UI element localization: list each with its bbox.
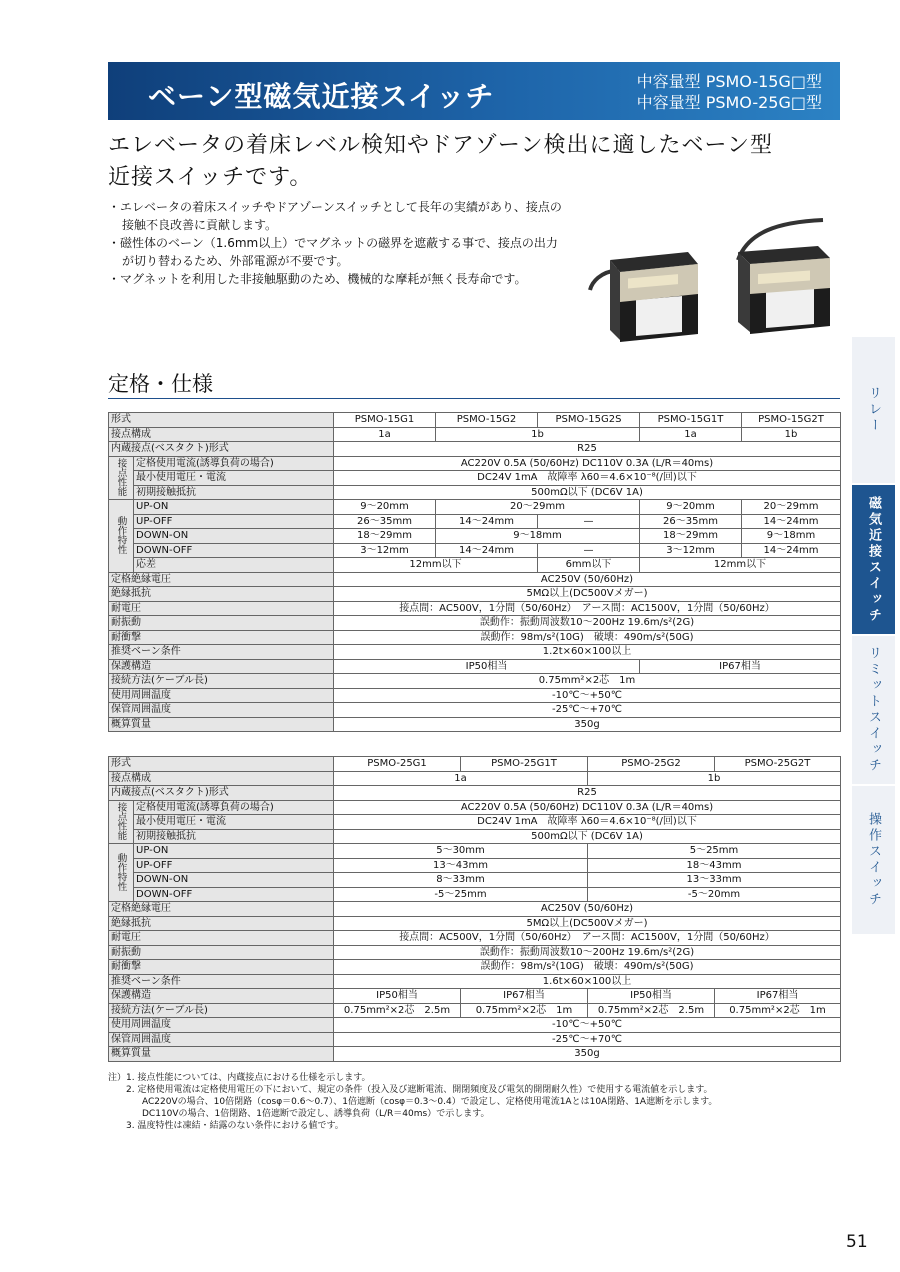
table-row [109, 659, 841, 674]
table-cell: 1b [436, 427, 640, 442]
model-cell: PSMO-25G2 [588, 757, 715, 772]
table-cell: 5～25mm [588, 844, 841, 859]
row-label: UP-OFF [134, 514, 334, 529]
table-cell: 1b [742, 427, 841, 442]
table-row [109, 485, 841, 500]
table-cell: 13～33mm [588, 873, 841, 888]
row-label: 耐衝撃 [109, 630, 334, 645]
title-banner [108, 62, 840, 120]
table-cell: IP67相当 [461, 989, 588, 1004]
table-cell: -10℃～+50℃ [334, 1018, 841, 1033]
feature-list [108, 198, 568, 288]
row-label: UP-ON [134, 500, 334, 515]
table-row [109, 500, 841, 515]
group-label-text: 動作特性 [115, 852, 127, 891]
row-label: 定格絶縁電圧 [109, 572, 334, 587]
headline [108, 130, 773, 194]
group-label [109, 500, 134, 573]
table-row [109, 989, 841, 1004]
table-cell: 500mΩ以下 (DC6V 1A) [334, 485, 841, 500]
table-row [109, 815, 841, 830]
row-label: 接続方法(ケーブル長) [109, 1003, 334, 1018]
tab-limit-switch[interactable] [852, 636, 895, 786]
row-label: 使用周囲温度 [109, 688, 334, 703]
row-label: 耐電圧 [109, 931, 334, 946]
table-cell: 1a [334, 427, 436, 442]
table-cell: -25℃～+70℃ [334, 1032, 841, 1047]
row-label: 内蔵接点(ベスタクト)形式 [109, 442, 334, 457]
table-row [109, 529, 841, 544]
row-label: 保護構造 [109, 989, 334, 1004]
table-cell: R25 [334, 442, 841, 457]
table-row [109, 800, 841, 815]
table-row [109, 645, 841, 660]
footnote: 2. 定格使用電流は定格使用電圧の下において、規定の条件（投入及び遮断電流、開閉頻度及び電気的開閉耐久性）で使用する電流値を示します。 [126, 1085, 713, 1095]
row-label: DOWN-OFF [134, 543, 334, 558]
table-cell: 12mm以下 [334, 558, 538, 573]
table-cell: 8～33mm [334, 873, 588, 888]
feature-item: ・ 磁性体のベーン（1.6mm以上）でマグネットの磁界を遮蔽する事で、接点の出力が切り替わるため、外部電源が不要です。 [108, 234, 568, 270]
table-row [109, 1018, 841, 1033]
table-cell: AC220V 0.5A (50/60Hz) DC110V 0.3A (L/R＝40ms) [334, 456, 841, 471]
table-cell: 1.6t×60×100以上 [334, 974, 841, 989]
table-cell: 18～29mm [640, 529, 742, 544]
row-label: UP-ON [134, 844, 334, 859]
table-cell: 14～24mm [742, 514, 841, 529]
group-label [109, 844, 134, 902]
table-cell: 12mm以下 [640, 558, 841, 573]
table-cell: AC250V (50/60Hz) [334, 902, 841, 917]
table-cell: 20～29mm [436, 500, 640, 515]
table-cell: DC24V 1mA 故障率 λ60＝4.6×10⁻⁸(/回)以下 [334, 471, 841, 486]
table-cell: 14～24mm [436, 543, 538, 558]
table-cell: 5～30mm [334, 844, 588, 859]
table-cell: — [538, 514, 640, 529]
table-cell: 誤動作：98m/s²(10G) 破壊：490m/s²(50G) [334, 960, 841, 975]
headline-line: 近接スイッチです。 [108, 165, 313, 190]
table-row [109, 858, 841, 873]
table-row [109, 960, 841, 975]
table-cell: -10℃～+50℃ [334, 688, 841, 703]
table-cell: IP67相当 [715, 989, 841, 1004]
table-cell: 3～12mm [640, 543, 742, 558]
table-row [109, 887, 841, 902]
table-row [109, 931, 841, 946]
model-line: 中容量型 PSMO-25G□型 [636, 93, 822, 112]
table-cell: 18～43mm [588, 858, 841, 873]
side-index-tabs [852, 337, 895, 936]
table-cell: 350g [334, 1047, 841, 1062]
table-row [109, 703, 841, 718]
table-row [109, 601, 841, 616]
table-row [109, 974, 841, 989]
table-row [109, 543, 841, 558]
model-cell: PSMO-25G2T [715, 757, 841, 772]
table-row [109, 427, 841, 442]
row-label: 接点構成 [109, 771, 334, 786]
table-cell: 0.75mm²×2芯 2.5m [588, 1003, 715, 1018]
table-row [109, 587, 841, 602]
table-cell: 3～12mm [334, 543, 436, 558]
table-row [109, 873, 841, 888]
table-row [109, 757, 841, 772]
table-cell: 9～20mm [334, 500, 436, 515]
model-cell: PSMO-15G2S [538, 413, 640, 428]
row-label: 形式 [109, 413, 334, 428]
row-label: 内蔵接点(ベスタクト)形式 [109, 786, 334, 801]
row-label: 定格絶縁電圧 [109, 902, 334, 917]
table-cell: 1b [588, 771, 841, 786]
table-cell: IP67相当 [640, 659, 841, 674]
footnote: 注）1. 接点性能については、内蔵接点における仕様を示します。 [108, 1073, 371, 1083]
table-row [109, 916, 841, 931]
tab-operation-switch[interactable] [852, 786, 895, 936]
table-cell: 9～20mm [640, 500, 742, 515]
row-label: 形式 [109, 757, 334, 772]
tab-relay[interactable] [852, 337, 895, 485]
table-cell: -25℃～+70℃ [334, 703, 841, 718]
row-label: 定格使用電流(誘導負荷の場合) [134, 800, 334, 815]
tab-label: リレー [866, 386, 881, 434]
spec-table-15g [108, 412, 841, 732]
table-row [109, 413, 841, 428]
row-label: 概算質量 [109, 1047, 334, 1062]
table-cell: 誤動作：98m/s²(10G) 破壊：490m/s²(50G) [334, 630, 841, 645]
section-title: 定格・仕様 [108, 372, 213, 396]
table-cell: 0.75mm²×2芯 1m [715, 1003, 841, 1018]
table-row [109, 616, 841, 631]
group-label [109, 800, 134, 844]
tab-label: 操作スイッチ [866, 812, 881, 908]
row-label: DOWN-ON [134, 529, 334, 544]
table-cell: -5～25mm [334, 887, 588, 902]
spec-table-25g [108, 756, 841, 1062]
row-label: 耐電圧 [109, 601, 334, 616]
row-label: 耐振動 [109, 945, 334, 960]
table-cell: 1.2t×60×100以上 [334, 645, 841, 660]
table-cell: 18～29mm [334, 529, 436, 544]
model-cell: PSMO-25G1 [334, 757, 461, 772]
table-row [109, 902, 841, 917]
table-cell: AC220V 0.5A (50/60Hz) DC110V 0.3A (L/R＝40ms) [334, 800, 841, 815]
table-row [109, 945, 841, 960]
feature-item: ・ エレベータの着床スイッチやドアゾーンスイッチとして長年の実績があり、接点の接触不良改善に貢献します。 [108, 198, 568, 234]
row-label: 初期接触抵抗 [134, 829, 334, 844]
table-cell: 14～24mm [742, 543, 841, 558]
row-label: DOWN-OFF [134, 887, 334, 902]
table-cell: 5MΩ以上(DC500Vメガー) [334, 916, 841, 931]
table-cell: 9～18mm [742, 529, 841, 544]
row-label: 保護構造 [109, 659, 334, 674]
model-list [637, 71, 822, 113]
row-label: 概算質量 [109, 717, 334, 732]
page-title: ベーン型磁気近接スイッチ [148, 80, 495, 113]
table-row [109, 558, 841, 573]
table-row [109, 630, 841, 645]
table-row [109, 688, 841, 703]
table-cell: — [538, 543, 640, 558]
table-row [109, 572, 841, 587]
table-cell: 誤動作：振動周波数10～200Hz 19.6m/s²(2G) [334, 945, 841, 960]
table-cell: 0.75mm²×2芯 1m [461, 1003, 588, 1018]
group-label [109, 456, 134, 500]
table-cell: IP50相当 [588, 989, 715, 1004]
row-label: DOWN-ON [134, 873, 334, 888]
tab-label: リミットスイッチ [866, 646, 881, 774]
footnote: 3. 温度特性は凍結・結露のない条件における値です。 [126, 1121, 344, 1131]
table-row [109, 514, 841, 529]
group-label-text: 動作特性 [115, 515, 127, 554]
table-cell: 350g [334, 717, 841, 732]
row-label: 絶縁抵抗 [109, 916, 334, 931]
table-row [109, 1032, 841, 1047]
table-cell: 0.75mm²×2芯 1m [334, 674, 841, 689]
footnote: AC220Vの場合、10倍閉路（cosφ＝0.6～0.7）、1倍遮断（cosφ＝0.3～0.4）で設定し、定格使用電流1Aとは10A閉路、1A遮断を示します。 [142, 1097, 718, 1107]
group-label-text: 接点性能 [115, 801, 127, 840]
model-cell: PSMO-25G1T [461, 757, 588, 772]
table-cell: 20～29mm [742, 500, 841, 515]
table-cell: 5MΩ以上(DC500Vメガー) [334, 587, 841, 602]
table-row [109, 844, 841, 859]
row-label: 最小使用電圧・電流 [134, 471, 334, 486]
table-cell: DC24V 1mA 故障率 λ60＝4.6×10⁻⁸(/回)以下 [334, 815, 841, 830]
model-cell: PSMO-15G2 [436, 413, 538, 428]
tab-magnetic-proximity-switch[interactable] [852, 485, 895, 636]
row-label: UP-OFF [134, 858, 334, 873]
group-label-text: 接点性能 [115, 457, 127, 496]
model-line: 中容量型 PSMO-15G□型 [636, 72, 822, 91]
table-cell: 0.75mm²×2芯 2.5m [334, 1003, 461, 1018]
section-divider [108, 398, 840, 399]
table-cell: 誤動作：振動周波数10～200Hz 19.6m/s²(2G) [334, 616, 841, 631]
row-label: 保管周囲温度 [109, 703, 334, 718]
table-row [109, 456, 841, 471]
table-cell: R25 [334, 786, 841, 801]
table-cell: AC250V (50/60Hz) [334, 572, 841, 587]
table-cell: 接点間：AC500V，1分間（50/60Hz） アース間：AC1500V，1分間（50/60Hz） [334, 931, 841, 946]
row-label: 接続方法(ケーブル長) [109, 674, 334, 689]
table-cell: IP50相当 [334, 989, 461, 1004]
product-photo [588, 212, 840, 346]
table-cell: 6mm以下 [538, 558, 640, 573]
table-row [109, 674, 841, 689]
row-label: 推奨ベーン条件 [109, 974, 334, 989]
row-label: 耐衝撃 [109, 960, 334, 975]
table-cell: 500mΩ以下 (DC6V 1A) [334, 829, 841, 844]
table-row [109, 1003, 841, 1018]
table-cell: 26～35mm [640, 514, 742, 529]
table-row [109, 771, 841, 786]
model-cell: PSMO-15G2T [742, 413, 841, 428]
feature-item: ・ マグネットを利用した非接触駆動のため、機械的な摩耗が無く長寿命です。 [108, 270, 568, 288]
table-row [109, 442, 841, 457]
table-cell: 1a [334, 771, 588, 786]
footnote: DC110Vの場合、1倍閉路、1倍遮断で設定し、誘導負荷（L/R＝40ms）で示します。 [142, 1109, 490, 1119]
row-label: 使用周囲温度 [109, 1018, 334, 1033]
row-label: 保管周囲温度 [109, 1032, 334, 1047]
row-label: 推奨ベーン条件 [109, 645, 334, 660]
model-cell: PSMO-15G1T [640, 413, 742, 428]
table-cell: IP50相当 [334, 659, 640, 674]
table-cell: 14～24mm [436, 514, 538, 529]
table-cell: -5～20mm [588, 887, 841, 902]
row-label: 接点構成 [109, 427, 334, 442]
table-cell: 9～18mm [436, 529, 640, 544]
row-label: 応差 [134, 558, 334, 573]
row-label: 定格使用電流(誘導負荷の場合) [134, 456, 334, 471]
headline-line: エレベータの着床レベル検知やドアゾーン検出に適したベーン型 [108, 133, 774, 158]
table-row [109, 1047, 841, 1062]
table-row [109, 829, 841, 844]
table-row [109, 471, 841, 486]
table-cell: 接点間：AC500V，1分間（50/60Hz） アース間：AC1500V，1分間（50/60Hz） [334, 601, 841, 616]
page-number: 51 [846, 1232, 868, 1252]
model-cell: PSMO-15G1 [334, 413, 436, 428]
table-row [109, 786, 841, 801]
table-cell: 26～35mm [334, 514, 436, 529]
row-label: 耐振動 [109, 616, 334, 631]
tab-label: 磁気近接スイッチ [866, 495, 881, 624]
row-label: 絶縁抵抗 [109, 587, 334, 602]
row-label: 最小使用電圧・電流 [134, 815, 334, 830]
table-cell: 1a [640, 427, 742, 442]
table-cell: 13～43mm [334, 858, 588, 873]
table-row [109, 717, 841, 732]
footnotes [108, 1072, 717, 1132]
row-label: 初期接触抵抗 [134, 485, 334, 500]
